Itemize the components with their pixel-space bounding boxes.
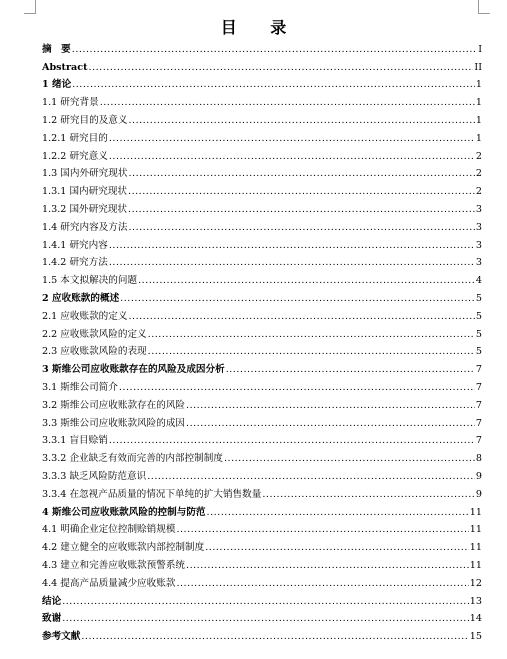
toc-entry[interactable] bbox=[42, 180, 482, 198]
toc-entry-page-number: 11 bbox=[469, 524, 482, 536]
toc-entry-page-number: 3 bbox=[475, 203, 482, 215]
toc-entry-page-number: 1 bbox=[475, 114, 482, 126]
toc-dot-leader bbox=[128, 115, 474, 127]
toc-entry[interactable] bbox=[42, 554, 482, 572]
page-title: 目 录 bbox=[220, 18, 301, 37]
toc-entry[interactable] bbox=[42, 109, 482, 127]
corner-mark-top-right-h bbox=[478, 13, 490, 14]
toc-entry-label: 1.2 研究目的及意义 bbox=[42, 114, 128, 126]
toc-entry-label: 1.5 本文拟解决的问题 bbox=[42, 275, 138, 287]
toc-dot-leader bbox=[128, 204, 475, 216]
toc-entry-page-number: 2 bbox=[475, 186, 482, 198]
toc-entry[interactable] bbox=[42, 341, 482, 359]
toc-entry-label: 2.2 应收账款风险的定义 bbox=[42, 328, 147, 340]
toc-dot-leader bbox=[72, 79, 475, 91]
toc-dot-leader bbox=[128, 168, 474, 180]
toc-entry[interactable] bbox=[42, 590, 482, 608]
toc-dot-leader bbox=[176, 578, 468, 590]
toc-entry-label: 3.1 斯维公司简介 bbox=[42, 381, 118, 393]
toc-entry[interactable] bbox=[42, 305, 482, 323]
toc-entry[interactable] bbox=[42, 430, 482, 448]
toc-entry-page-number: 1 bbox=[475, 97, 482, 109]
toc-entry-label: 3 斯维公司应收账款存在的风险及成因分析 bbox=[42, 364, 225, 376]
toc-entry[interactable] bbox=[42, 412, 482, 430]
toc-entry-label: 3.3.1 盲目赊销 bbox=[42, 435, 108, 447]
toc-entry-label: 1.2.2 研究意义 bbox=[42, 150, 108, 162]
toc-entry[interactable] bbox=[42, 536, 482, 554]
toc-entry[interactable] bbox=[42, 376, 482, 394]
toc-dot-leader bbox=[119, 382, 475, 394]
toc-entry-label: 1.4.2 研究方法 bbox=[42, 257, 108, 269]
toc-entry-page-number: 7 bbox=[475, 435, 482, 447]
toc-entry[interactable] bbox=[42, 145, 482, 163]
toc-entry[interactable] bbox=[42, 74, 482, 92]
toc-entry-label: Abstract bbox=[42, 61, 88, 73]
toc-entry-label: 3.3.2 企业缺乏有效而完善的内部控制制度 bbox=[42, 453, 223, 465]
toc-entry-label: 1.3.2 国外研究现状 bbox=[42, 203, 128, 215]
toc-entry-label: 3.3 斯维公司应收账款风险的成因 bbox=[42, 417, 186, 429]
toc-entry[interactable] bbox=[42, 56, 482, 74]
toc-entry-label: 1.3 国内外研究现状 bbox=[42, 168, 128, 180]
toc-dot-leader bbox=[186, 418, 475, 430]
toc-dot-leader bbox=[186, 400, 475, 412]
toc-entry-label: 2 应收账款的概述 bbox=[42, 292, 120, 304]
toc-entry-page-number: II bbox=[474, 61, 482, 73]
toc-entry[interactable] bbox=[42, 269, 482, 287]
toc-entry-page-number: 3 bbox=[475, 239, 482, 251]
toc-dot-leader bbox=[207, 507, 469, 519]
toc-entry-page-number: 1 bbox=[475, 79, 482, 91]
toc-entry[interactable] bbox=[42, 127, 482, 145]
toc-entry[interactable] bbox=[42, 501, 482, 519]
toc-entry[interactable] bbox=[42, 519, 482, 537]
table-of-contents bbox=[42, 38, 482, 643]
toc-entry-page-number: 5 bbox=[475, 292, 482, 304]
toc-dot-leader bbox=[205, 542, 469, 554]
toc-entry-page-number: 7 bbox=[475, 399, 482, 411]
toc-dot-leader bbox=[186, 560, 469, 572]
toc-dot-leader bbox=[100, 97, 475, 109]
toc-entry-page-number: 1 bbox=[475, 132, 482, 144]
toc-dot-leader bbox=[148, 329, 475, 341]
toc-entry-label: 致谢 bbox=[42, 613, 62, 625]
toc-entry-page-number: 3 bbox=[475, 221, 482, 233]
toc-dot-leader bbox=[89, 62, 474, 74]
toc-entry[interactable] bbox=[42, 38, 482, 56]
toc-entry[interactable] bbox=[42, 252, 482, 270]
toc-dot-leader bbox=[224, 453, 475, 465]
toc-dot-leader bbox=[81, 631, 468, 643]
toc-dot-leader bbox=[128, 222, 474, 234]
toc-entry-label: 1.4 研究内容及方法 bbox=[42, 221, 128, 233]
corner-mark-top-right-v bbox=[478, 0, 479, 14]
toc-entry[interactable] bbox=[42, 91, 482, 109]
toc-entry-page-number: 11 bbox=[469, 542, 482, 554]
toc-entry[interactable] bbox=[42, 163, 482, 181]
toc-entry-page-number: 11 bbox=[469, 506, 482, 518]
toc-entry-label: 4.3 建立和完善应收账款预警系统 bbox=[42, 559, 186, 571]
toc-entry-page-number: 8 bbox=[475, 453, 482, 465]
toc-dot-leader bbox=[148, 346, 475, 358]
toc-entry[interactable] bbox=[42, 608, 482, 626]
toc-entry-label: 参考文献 bbox=[42, 631, 81, 643]
toc-dot-leader bbox=[262, 489, 475, 501]
toc-entry-page-number: 7 bbox=[475, 417, 482, 429]
toc-entry[interactable] bbox=[42, 358, 482, 376]
toc-dot-leader bbox=[120, 293, 475, 305]
toc-dot-leader bbox=[109, 240, 475, 252]
toc-entry[interactable] bbox=[42, 483, 482, 501]
toc-entry-label: 4.2 建立健全的应收账款内部控制制度 bbox=[42, 542, 205, 554]
toc-entry-label: 摘 要 bbox=[42, 43, 71, 55]
toc-dot-leader bbox=[176, 524, 468, 536]
toc-entry[interactable] bbox=[42, 394, 482, 412]
toc-dot-leader bbox=[109, 257, 475, 269]
toc-entry-label: 1.2.1 研究目的 bbox=[42, 132, 108, 144]
toc-dot-leader bbox=[109, 435, 475, 447]
toc-entry-page-number: 2 bbox=[475, 168, 482, 180]
toc-entry-page-number: 3 bbox=[475, 257, 482, 269]
toc-entry-label: 4.4 提高产品质量减少应收账款 bbox=[42, 577, 176, 589]
toc-dot-leader bbox=[128, 311, 474, 323]
toc-dot-leader bbox=[138, 275, 475, 287]
toc-entry-label: 3.2 斯维公司应收账款存在的风险 bbox=[42, 399, 186, 411]
toc-entry-page-number: 5 bbox=[475, 346, 482, 358]
toc-entry[interactable] bbox=[42, 625, 482, 643]
toc-entry-label: 3.3.4 在忽视产品质量的情况下单纯的扩大销售数量 bbox=[42, 488, 262, 500]
toc-dot-leader bbox=[62, 596, 469, 608]
toc-entry-page-number: 13 bbox=[469, 595, 482, 607]
toc-dot-leader bbox=[109, 151, 475, 163]
toc-entry-page-number: I bbox=[478, 43, 482, 55]
toc-dot-leader bbox=[109, 133, 475, 145]
toc-entry[interactable] bbox=[42, 287, 482, 305]
toc-entry[interactable] bbox=[42, 323, 482, 341]
toc-entry-label: 2.3 应收账款风险的表现 bbox=[42, 346, 147, 358]
toc-entry-page-number: 14 bbox=[469, 613, 482, 625]
toc-entry-label: 结论 bbox=[42, 595, 62, 607]
toc-entry[interactable] bbox=[42, 198, 482, 216]
toc-entry-label: 1.3.1 国内研究现状 bbox=[42, 186, 128, 198]
toc-entry[interactable] bbox=[42, 216, 482, 234]
toc-entry-page-number: 7 bbox=[475, 364, 482, 376]
toc-entry[interactable] bbox=[42, 465, 482, 483]
toc-dot-leader bbox=[128, 186, 475, 198]
toc-entry-page-number: 12 bbox=[469, 577, 482, 589]
toc-entry-page-number: 5 bbox=[475, 328, 482, 340]
toc-entry-page-number: 7 bbox=[475, 381, 482, 393]
toc-entry-label: 1.4.1 研究内容 bbox=[42, 239, 108, 251]
toc-entry-label: 1 绪论 bbox=[42, 79, 72, 91]
toc-entry-page-number: 11 bbox=[469, 559, 482, 571]
toc-entry-page-number: 9 bbox=[475, 488, 482, 500]
toc-dot-leader bbox=[72, 44, 477, 56]
toc-entry-label: 4 斯维公司应收账款风险的控制与防范 bbox=[42, 506, 206, 518]
toc-dot-leader bbox=[226, 364, 475, 376]
toc-entry[interactable] bbox=[42, 447, 482, 465]
toc-entry-label: 4.1 明确企业定位控制赊销规模 bbox=[42, 524, 176, 536]
toc-entry[interactable] bbox=[42, 572, 482, 590]
toc-entry-page-number: 5 bbox=[475, 310, 482, 322]
toc-entry-page-number: 9 bbox=[475, 470, 482, 482]
corner-mark-top-left-v bbox=[35, 0, 36, 14]
toc-entry[interactable] bbox=[42, 234, 482, 252]
toc-entry-label: 3.3.3 缺乏风险防范意识 bbox=[42, 470, 147, 482]
toc-dot-leader bbox=[62, 613, 469, 625]
toc-entry-label: 1.1 研究背景 bbox=[42, 97, 99, 109]
toc-entry-label: 2.1 应收账款的定义 bbox=[42, 310, 128, 322]
toc-dot-leader bbox=[147, 471, 475, 483]
toc-entry-page-number: 4 bbox=[475, 275, 482, 287]
corner-mark-top-left-h bbox=[24, 13, 36, 14]
toc-entry-page-number: 2 bbox=[475, 150, 482, 162]
toc-entry-page-number: 15 bbox=[469, 631, 482, 643]
